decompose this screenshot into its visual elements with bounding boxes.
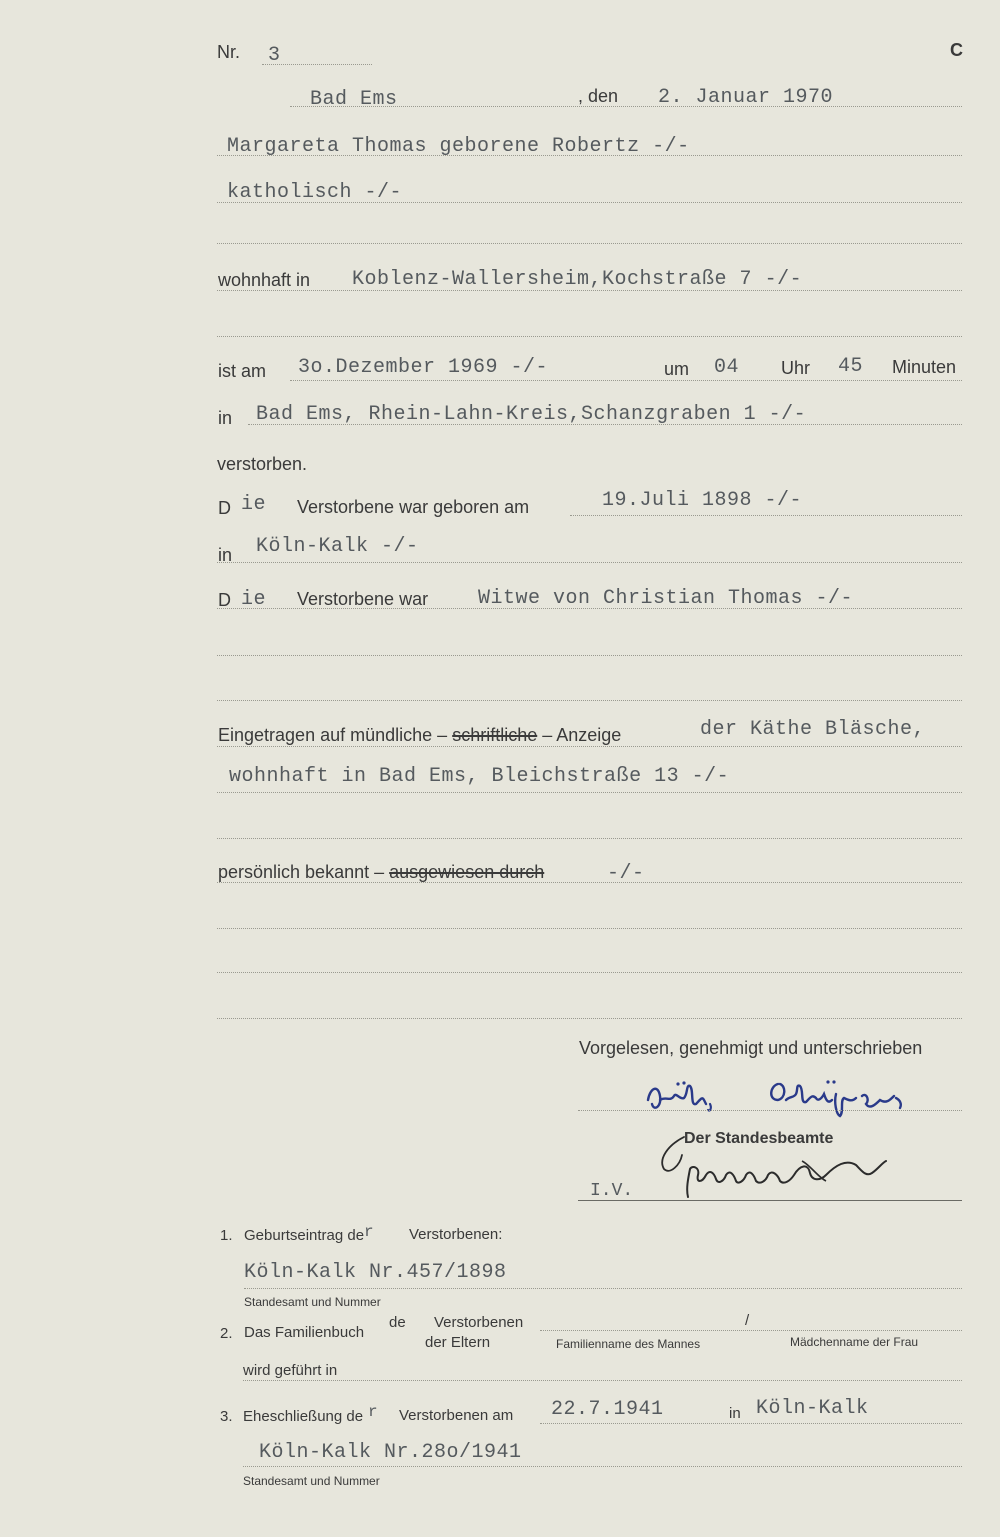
- uhr-label: Uhr: [781, 358, 811, 378]
- identity-value: -/-: [607, 862, 645, 885]
- den-label: , den: [578, 86, 619, 106]
- note3-line: [540, 1423, 962, 1424]
- nr-line: [262, 64, 372, 65]
- name-line: [217, 155, 962, 156]
- blank-line-3: [217, 655, 962, 656]
- nr-value: 3: [268, 44, 281, 67]
- note3-date: 22.7.1941: [551, 1398, 664, 1421]
- registrar-signature: [650, 1125, 890, 1200]
- blank-line-7: [217, 972, 962, 973]
- blank-line-4: [217, 700, 962, 701]
- note2-option-parents: der Eltern: [425, 1334, 491, 1351]
- note3-fill: r: [368, 1403, 378, 1421]
- deceased-name: Margareta Thomas geborene Robertz -/-: [227, 135, 690, 158]
- residence-value: Koblenz-Wallersheim,Kochstraße 7 -/-: [352, 268, 803, 291]
- note2-sub-b: Mädchenname der Frau: [790, 1335, 919, 1349]
- note2-option-deceased: Verstorbenen: [434, 1314, 524, 1331]
- registrar-label: Der Standesbeamte: [684, 1130, 834, 1147]
- note2-de: de: [389, 1314, 406, 1331]
- death-date: 3o.Dezember 1969 -/-: [298, 356, 549, 379]
- birth-place: Köln-Kalk -/-: [256, 535, 419, 558]
- birth-d-label: D: [218, 498, 231, 518]
- marital-d-label: D: [218, 590, 231, 610]
- identity-line: [217, 882, 962, 883]
- blank-line-1: [217, 243, 962, 244]
- birth-date-line: [570, 515, 962, 516]
- note3-sub: Standesamt und Nummer: [243, 1474, 380, 1488]
- nr-label: Nr.: [217, 42, 241, 62]
- note2-kept: wird geführt in: [243, 1362, 338, 1379]
- note3-label-a: Eheschließung de: [243, 1408, 364, 1425]
- informant-signature: [640, 1070, 910, 1125]
- informant-label: [218, 725, 621, 746]
- note2-line: [540, 1330, 962, 1331]
- death-in-label: in: [218, 408, 233, 428]
- note1-label-a: Geburtseintrag de: [244, 1227, 365, 1244]
- place-date-line: [290, 106, 962, 107]
- note3-num: 3.: [220, 1408, 233, 1425]
- note1-sub: Standesamt und Nummer: [244, 1295, 381, 1309]
- birth-d-fill: ie: [241, 493, 267, 516]
- informant-address: wohnhaft in Bad Ems, Bleichstraße 13 -/-: [229, 765, 730, 788]
- death-date-line: [290, 380, 962, 381]
- residence-line: [217, 290, 962, 291]
- death-minutes: 45: [838, 355, 864, 378]
- death-place-line: [248, 424, 962, 425]
- signature-line-1: [578, 1110, 962, 1111]
- religion-line: [217, 202, 962, 203]
- iv-label: I.V.: [590, 1181, 634, 1201]
- marital-d-fill: ie: [241, 588, 267, 611]
- marital-status: Witwe von Christian Thomas -/-: [478, 587, 854, 610]
- birth-place-line: [217, 562, 962, 563]
- marital-text-label: Verstorbene war: [297, 589, 429, 609]
- note1-line: [244, 1288, 962, 1289]
- note1-num: 1.: [220, 1227, 233, 1244]
- marital-line: [217, 608, 962, 609]
- birth-in-label: in: [218, 545, 233, 565]
- identity-label: [218, 862, 544, 883]
- note2-sub-a: Familienname des Mannes: [556, 1337, 701, 1351]
- blank-line-8: [217, 1018, 962, 1019]
- birth-date: 19.Juli 1898 -/-: [602, 489, 803, 512]
- note2-num: 2.: [220, 1325, 233, 1342]
- corner-mark: C: [950, 40, 963, 60]
- date-value: 2. Januar 1970: [658, 86, 834, 109]
- note2-slash: /: [745, 1312, 750, 1329]
- note1-value: Köln-Kalk Nr.457/1898: [244, 1261, 507, 1284]
- blank-line-5: [217, 838, 962, 839]
- note3-value: Köln-Kalk Nr.28o/1941: [259, 1441, 522, 1464]
- note2-kept-line: [243, 1380, 962, 1381]
- note3-place: Köln-Kalk: [756, 1397, 869, 1420]
- informant-line: [217, 746, 962, 747]
- verstorben-label: verstorben.: [217, 454, 308, 474]
- birth-text-label: Verstorbene war geboren am: [297, 497, 530, 517]
- note3-value-line: [243, 1466, 962, 1467]
- note2-label: Das Familienbuch: [244, 1324, 365, 1341]
- residence-label: wohnhaft in: [218, 270, 311, 290]
- blank-line-2: [217, 336, 962, 337]
- note1-fill: r: [364, 1223, 374, 1241]
- identity-label-struck: ausgewiesen durch: [389, 862, 545, 882]
- death-place: Bad Ems, Rhein-Lahn-Kreis,Schanzgraben 1 -/-: [256, 403, 807, 426]
- informant-label-start: Eingetragen auf mündliche –: [218, 725, 448, 745]
- death-hour: 04: [714, 356, 740, 379]
- informant-label-struck: schriftliche: [452, 725, 538, 745]
- identity-label-start: persönlich bekannt –: [218, 862, 385, 882]
- deceased-religion: katholisch -/-: [227, 181, 403, 204]
- note1-label-b: Verstorbenen:: [409, 1226, 503, 1243]
- blank-line-6: [217, 928, 962, 929]
- note3-label-b: Verstorbenen am: [399, 1407, 514, 1424]
- read-approved-label: Vorgelesen, genehmigt und unterschrieben: [579, 1038, 923, 1058]
- signature-line-2: [578, 1200, 962, 1201]
- place-value: Bad Ems: [310, 88, 398, 111]
- note3-in-label: in: [729, 1405, 741, 1422]
- informant-address-line: [217, 792, 962, 793]
- informant-name: der Käthe Bläsche,: [700, 718, 926, 741]
- informant-label-end: – Anzeige: [542, 725, 622, 745]
- ist-am-label: ist am: [218, 361, 267, 381]
- um-label: um: [664, 359, 690, 379]
- minuten-label: Minuten: [892, 357, 957, 377]
